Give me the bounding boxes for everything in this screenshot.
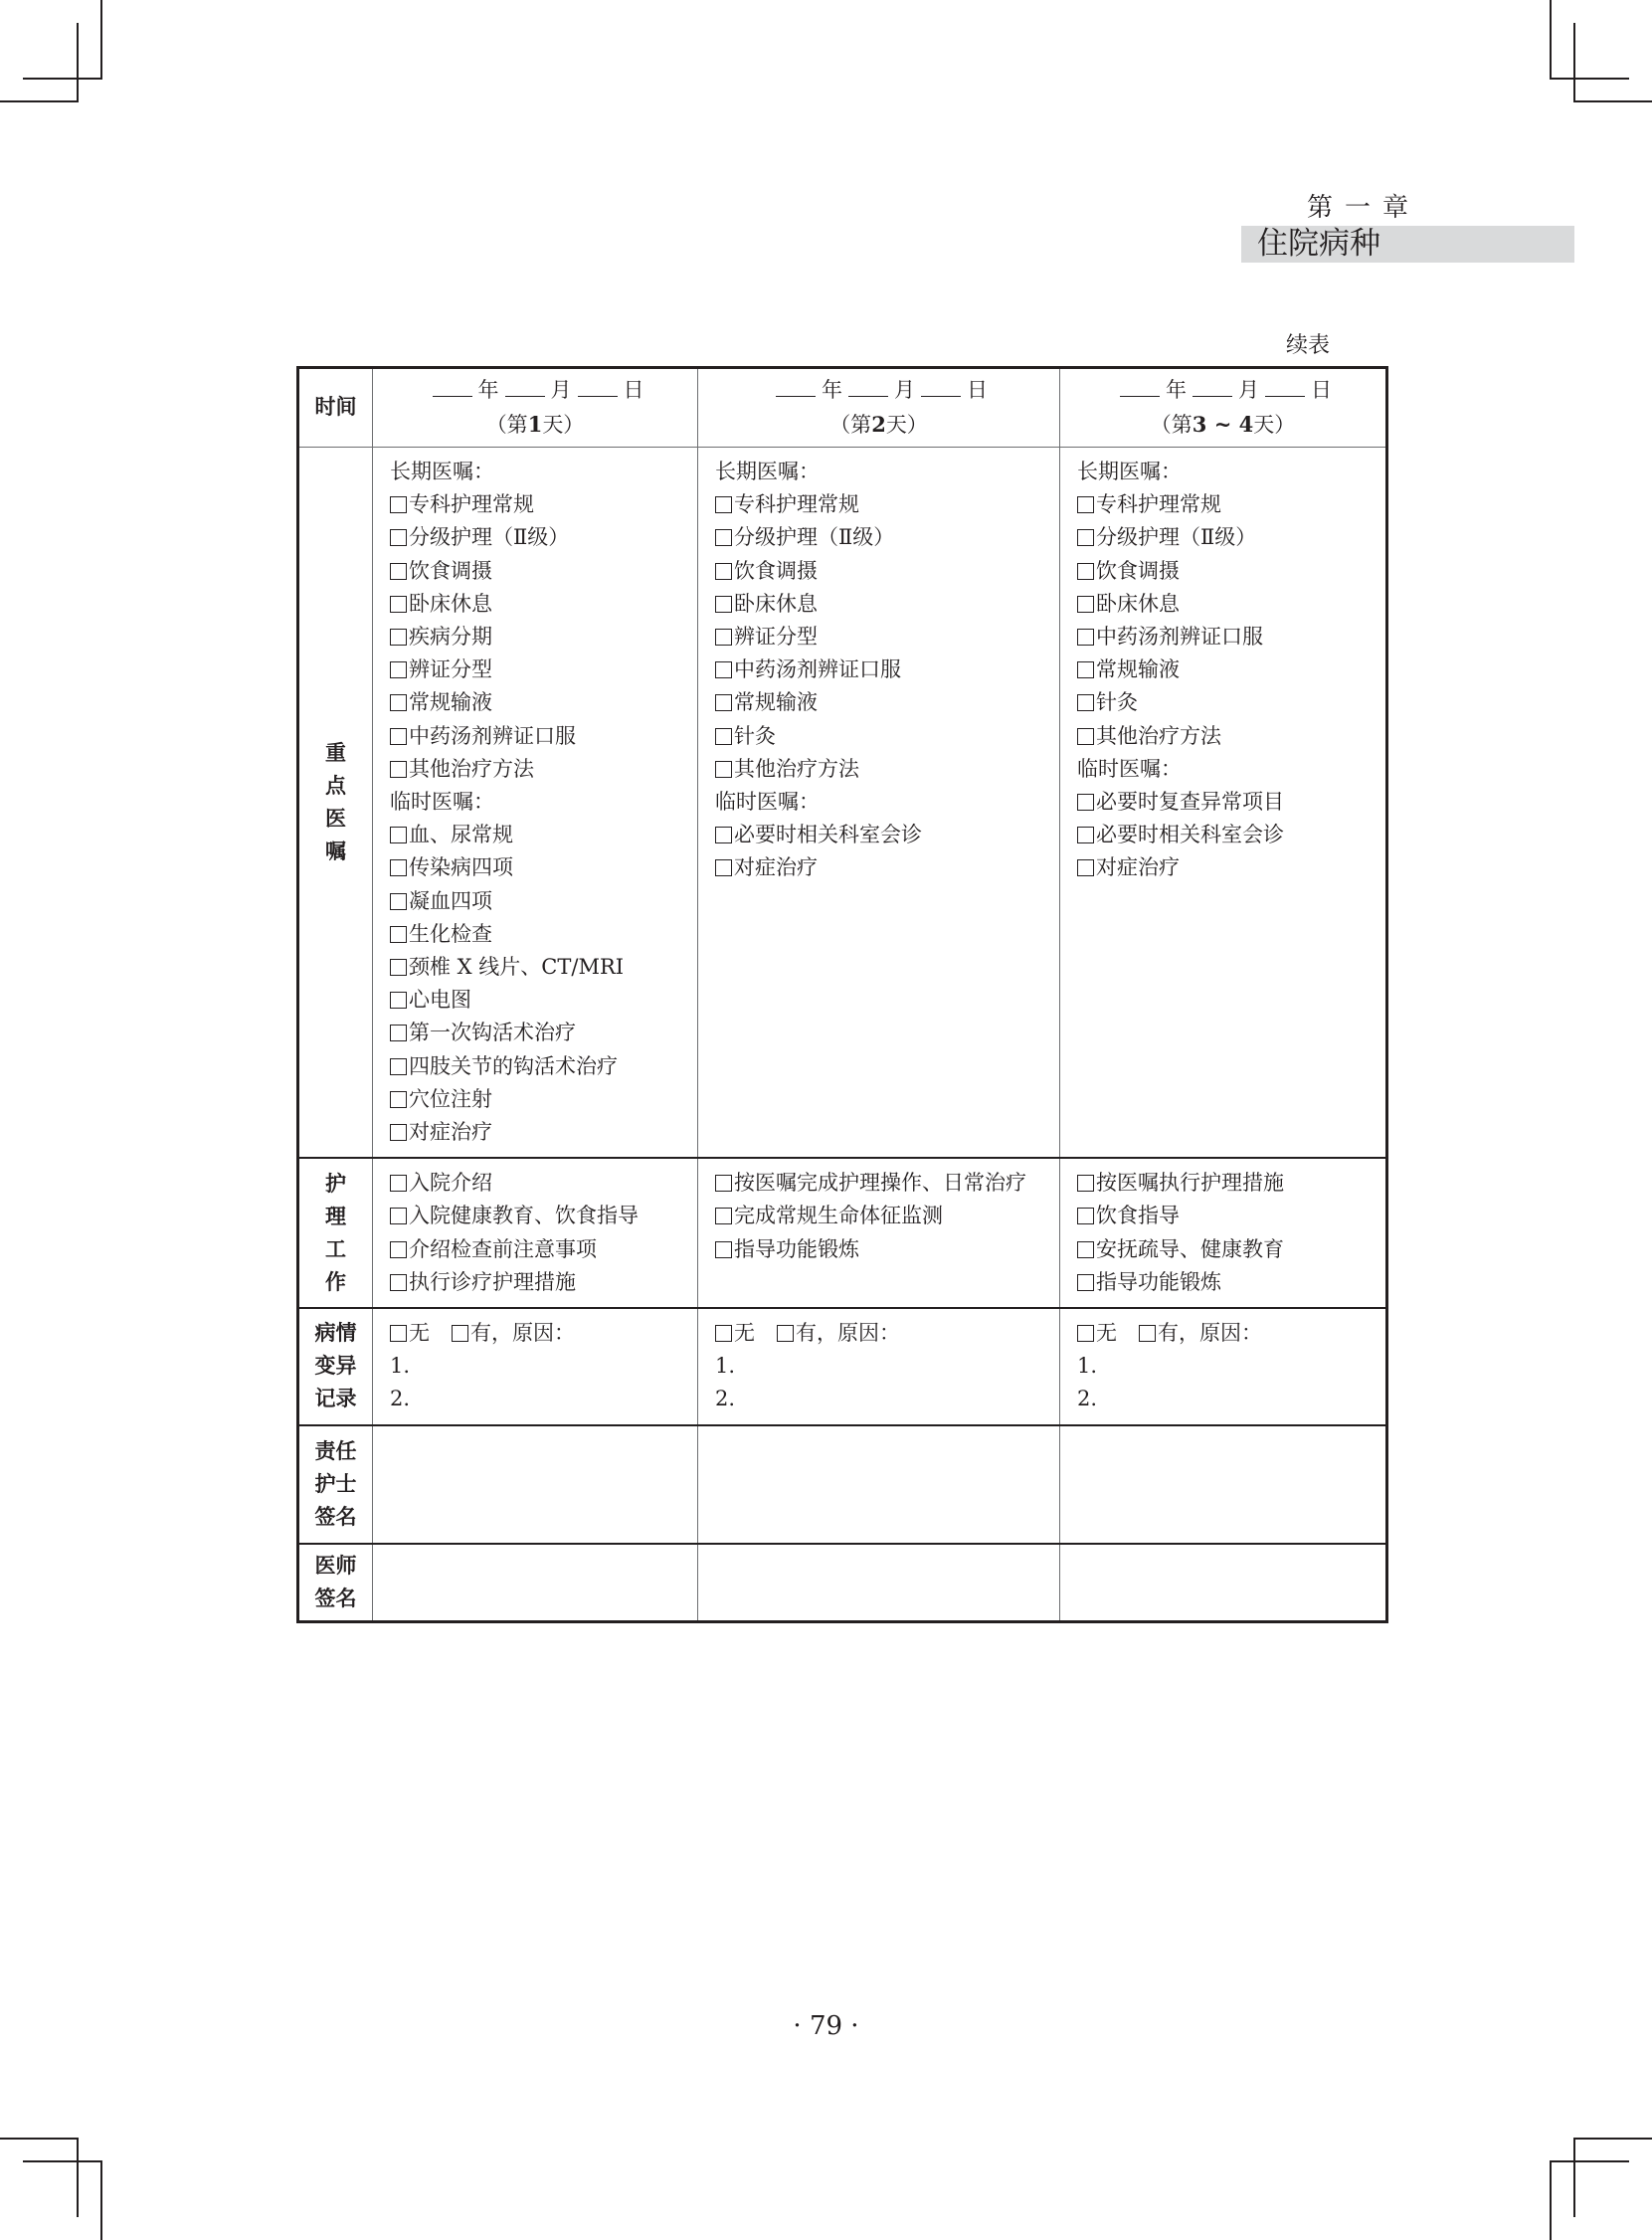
temporary-orders-title: 临时医嘱： — [715, 790, 820, 815]
order-item: 对症治疗 — [1077, 851, 1385, 884]
order-item: 传染病四项 — [390, 851, 697, 884]
order-item: 辨证分型 — [715, 621, 1059, 653]
order-item: 专科护理常规 — [715, 488, 1059, 521]
checkbox[interactable] — [1077, 596, 1094, 613]
checkbox[interactable] — [715, 629, 732, 646]
order-item: 其他治疗方法 — [1077, 720, 1385, 753]
crop-mark-top-left — [100, 0, 102, 79]
order-item: 专科护理常规 — [390, 488, 697, 521]
doctor-signature-day3-4[interactable] — [1060, 1544, 1387, 1622]
date-header-day3-4 — [1060, 368, 1387, 448]
reason-line-2[interactable]: 2. — [390, 1387, 411, 1411]
page-number: · 79 · — [793, 2011, 859, 2041]
order-item: 卧床休息 — [715, 588, 1059, 621]
checkbox[interactable] — [390, 1058, 407, 1075]
order-item: 饮食调摄 — [390, 555, 697, 588]
checkbox[interactable] — [390, 1175, 407, 1192]
checkbox[interactable] — [390, 1124, 407, 1141]
row-label-nurse-signature: 责任 护士 签名 — [298, 1425, 373, 1544]
order-item: 对症治疗 — [715, 851, 1059, 884]
temporary-orders-title: 临时医嘱： — [1077, 756, 1182, 781]
variation-record-row — [298, 1308, 1387, 1425]
checkbox[interactable] — [715, 661, 732, 678]
reason-line-1[interactable]: 1. — [1077, 1354, 1098, 1379]
order-item: 必要时相关科室会诊 — [1077, 819, 1385, 851]
checkbox[interactable] — [390, 992, 407, 1009]
checkbox[interactable] — [715, 529, 732, 546]
date-fill-line: 年 月 日 — [1060, 374, 1385, 407]
nurse-signature-row — [298, 1425, 1387, 1544]
reason-line-1[interactable]: 1. — [390, 1354, 411, 1379]
day-note: （第3 ~ 4天） — [1150, 411, 1296, 437]
checkbox[interactable] — [715, 1241, 732, 1258]
date-header-day1 — [373, 368, 698, 448]
order-item: 专科护理常规 — [1077, 488, 1385, 521]
checkbox[interactable] — [1077, 794, 1094, 811]
nursing-item: 完成常规生命体征监测 — [715, 1200, 1059, 1232]
order-item: 饮食调摄 — [715, 555, 1059, 588]
checkbox[interactable] — [390, 728, 407, 745]
checkbox[interactable] — [1077, 728, 1094, 745]
date-fill-line: 年 月 日 — [373, 374, 697, 407]
nursing-item: 入院介绍 — [390, 1167, 697, 1200]
checkbox[interactable] — [390, 1241, 407, 1258]
checkbox-none[interactable] — [390, 1325, 407, 1342]
month-blank[interactable] — [1193, 378, 1232, 397]
day-blank[interactable] — [921, 378, 961, 397]
order-item: 中药汤剂辨证口服 — [390, 720, 697, 753]
reason-line-2[interactable]: 2. — [715, 1387, 736, 1411]
nursing-work-row — [298, 1158, 1387, 1308]
checkbox[interactable] — [390, 1274, 407, 1291]
checkbox[interactable] — [715, 728, 732, 745]
order-item: 中药汤剂辨证口服 — [715, 653, 1059, 686]
nurse-signature-day3-4[interactable] — [1060, 1425, 1387, 1544]
order-item: 对症治疗 — [390, 1116, 697, 1149]
checkbox[interactable] — [715, 827, 732, 843]
nursing-cell-day1 — [373, 1158, 698, 1308]
checkbox[interactable] — [715, 596, 732, 613]
crop-mark-bottom-right — [1573, 2138, 1575, 2217]
checkbox[interactable] — [715, 1175, 732, 1192]
checkbox[interactable] — [715, 1208, 732, 1224]
checkbox-has[interactable] — [777, 1325, 794, 1342]
doctor-signature-day2[interactable] — [698, 1544, 1060, 1622]
orders-cell-day3-4 — [1060, 448, 1387, 1159]
checkbox[interactable] — [390, 859, 407, 876]
order-item: 颈椎 X 线片、CT/MRI — [390, 951, 697, 984]
date-fill-line: 年 月 日 — [698, 374, 1059, 407]
checkbox[interactable] — [1077, 1175, 1094, 1192]
checkbox[interactable] — [390, 529, 407, 546]
crop-mark-top-left — [23, 78, 102, 80]
temporary-orders-title: 临时医嘱： — [390, 790, 494, 815]
checkbox[interactable] — [1077, 694, 1094, 711]
order-item: 辨证分型 — [390, 653, 697, 686]
order-item: 分级护理（Ⅱ级） — [715, 521, 1059, 554]
nursing-item: 入院健康教育、饮食指导 — [390, 1200, 697, 1232]
crop-mark-top-right — [1573, 100, 1652, 102]
order-item: 四肢关节的钩活术治疗 — [390, 1050, 697, 1083]
long-term-orders-title: 长期医嘱： — [1077, 460, 1182, 483]
order-item: 必要时相关科室会诊 — [715, 819, 1059, 851]
reason-line-2[interactable]: 2. — [1077, 1387, 1098, 1411]
row-label-key-orders: 重 点 医 嘱 — [298, 448, 373, 1159]
order-item: 穴位注射 — [390, 1083, 697, 1116]
order-item: 其他治疗方法 — [390, 753, 697, 786]
day-blank[interactable] — [578, 378, 618, 397]
order-item: 分级护理（Ⅱ级） — [1077, 521, 1385, 554]
checkbox[interactable] — [390, 563, 407, 580]
nursing-item: 指导功能锻炼 — [715, 1233, 1059, 1266]
checkbox[interactable] — [1077, 496, 1094, 513]
checkbox-none[interactable] — [1077, 1325, 1094, 1342]
continued-table-label: 续表 — [1286, 333, 1331, 358]
day-note: （第2天） — [829, 411, 928, 437]
crop-mark-bottom-right — [1550, 2160, 1552, 2240]
crop-mark-top-right — [1573, 23, 1575, 102]
checkbox[interactable] — [390, 1091, 407, 1108]
order-item: 血、尿常规 — [390, 819, 697, 851]
order-item: 第一次钩活术治疗 — [390, 1017, 697, 1049]
nursing-item: 介绍检查前注意事项 — [390, 1233, 697, 1266]
nursing-item: 按医嘱完成护理操作、日常治疗 — [715, 1167, 1059, 1200]
checkbox[interactable] — [1077, 827, 1094, 843]
order-item: 中药汤剂辨证口服 — [1077, 621, 1385, 653]
checkbox[interactable] — [1077, 1274, 1094, 1291]
checkbox[interactable] — [390, 1208, 407, 1224]
row-label-doctor-signature: 医师 签名 — [298, 1544, 373, 1622]
checkbox[interactable] — [1077, 563, 1094, 580]
variation-cell-day2: 无 有，原因： 1. 2. — [698, 1308, 1060, 1425]
row-label-nursing-work: 护 理 工 作 — [298, 1158, 373, 1308]
checkbox[interactable] — [1077, 1241, 1094, 1258]
year-blank[interactable] — [1120, 378, 1160, 397]
order-item: 疾病分期 — [390, 621, 697, 653]
crop-mark-bottom-left — [0, 2138, 79, 2140]
checkbox[interactable] — [390, 661, 407, 678]
variation-cell-day1: 无 有，原因： 1. 2. — [373, 1308, 698, 1425]
crop-mark-bottom-right — [1550, 2160, 1629, 2162]
order-item: 针灸 — [715, 720, 1059, 753]
date-header-day2 — [698, 368, 1060, 448]
order-item: 分级护理（Ⅱ级） — [390, 521, 697, 554]
nurse-signature-day2[interactable] — [698, 1425, 1060, 1544]
reason-line-1[interactable]: 1. — [715, 1354, 736, 1379]
order-item: 凝血四项 — [390, 885, 697, 918]
long-term-orders-title: 长期医嘱： — [715, 460, 820, 483]
crop-mark-bottom-left — [77, 2138, 79, 2217]
checkbox[interactable] — [390, 694, 407, 711]
checkbox[interactable] — [390, 596, 407, 613]
checkbox[interactable] — [1077, 859, 1094, 876]
key-orders-row — [298, 448, 1387, 1159]
checkbox[interactable] — [1077, 1208, 1094, 1224]
nursing-cell-day3-4 — [1060, 1158, 1387, 1308]
section-title: 住院病种 — [1257, 226, 1380, 262]
order-item: 生化检查 — [390, 918, 697, 951]
crop-mark-top-left — [77, 23, 79, 102]
crop-mark-bottom-left — [100, 2160, 102, 2240]
row-label-variation-record: 病情 变异 记录 — [298, 1308, 373, 1425]
checkbox[interactable] — [715, 859, 732, 876]
long-term-orders-title: 长期医嘱： — [390, 460, 494, 483]
order-item: 心电图 — [390, 984, 697, 1017]
checkbox[interactable] — [715, 694, 732, 711]
checkbox-none[interactable] — [715, 1325, 732, 1342]
order-item: 常规输液 — [1077, 653, 1385, 686]
month-blank[interactable] — [848, 378, 888, 397]
crop-mark-bottom-right — [1573, 2138, 1652, 2140]
order-item: 其他治疗方法 — [715, 753, 1059, 786]
nurse-signature-day1[interactable] — [373, 1425, 698, 1544]
checkbox[interactable] — [390, 827, 407, 843]
time-row — [298, 368, 1387, 448]
order-item: 必要时复查异常项目 — [1077, 786, 1385, 819]
nursing-item: 安抚疏导、健康教育 — [1077, 1233, 1385, 1266]
checkbox[interactable] — [390, 926, 407, 943]
orders-cell-day2 — [698, 448, 1060, 1159]
day-note: （第1天） — [485, 411, 585, 437]
month-blank[interactable] — [505, 378, 545, 397]
checkbox[interactable] — [390, 1025, 407, 1041]
checkbox[interactable] — [390, 496, 407, 513]
checkbox[interactable] — [1077, 661, 1094, 678]
doctor-signature-row — [298, 1544, 1387, 1622]
checkbox[interactable] — [390, 959, 407, 976]
crop-mark-bottom-left — [23, 2160, 102, 2162]
checkbox-has[interactable] — [1139, 1325, 1156, 1342]
chapter-label: 第一章 — [1307, 193, 1421, 223]
order-item: 常规输液 — [390, 686, 697, 719]
nursing-cell-day2 — [698, 1158, 1060, 1308]
year-blank[interactable] — [433, 378, 472, 397]
checkbox[interactable] — [390, 761, 407, 778]
order-item: 卧床休息 — [390, 588, 697, 621]
checkbox[interactable] — [715, 761, 732, 778]
checkbox[interactable] — [1077, 529, 1094, 546]
nursing-item: 饮食指导 — [1077, 1200, 1385, 1232]
variation-cell-day3-4: 无 有，原因： 1. 2. — [1060, 1308, 1387, 1425]
checkbox[interactable] — [715, 496, 732, 513]
checkbox[interactable] — [390, 629, 407, 646]
day-blank[interactable] — [1265, 378, 1305, 397]
nursing-item: 指导功能锻炼 — [1077, 1266, 1385, 1299]
row-label-time: 时间 — [298, 368, 373, 448]
crop-mark-top-left — [0, 100, 79, 102]
checkbox[interactable] — [390, 893, 407, 910]
clinical-pathway-table — [296, 366, 1388, 1623]
orders-cell-day1 — [373, 448, 698, 1159]
checkbox[interactable] — [1077, 629, 1094, 646]
nursing-item: 按医嘱执行护理措施 — [1077, 1167, 1385, 1200]
crop-mark-top-right — [1550, 0, 1552, 79]
crop-mark-top-right — [1550, 78, 1629, 80]
checkbox-has[interactable] — [452, 1325, 468, 1342]
doctor-signature-day1[interactable] — [373, 1544, 698, 1622]
year-blank[interactable] — [776, 378, 816, 397]
order-item: 卧床休息 — [1077, 588, 1385, 621]
checkbox[interactable] — [715, 563, 732, 580]
nursing-item: 执行诊疗护理措施 — [390, 1266, 697, 1299]
order-item: 饮食调摄 — [1077, 555, 1385, 588]
order-item: 常规输液 — [715, 686, 1059, 719]
order-item: 针灸 — [1077, 686, 1385, 719]
